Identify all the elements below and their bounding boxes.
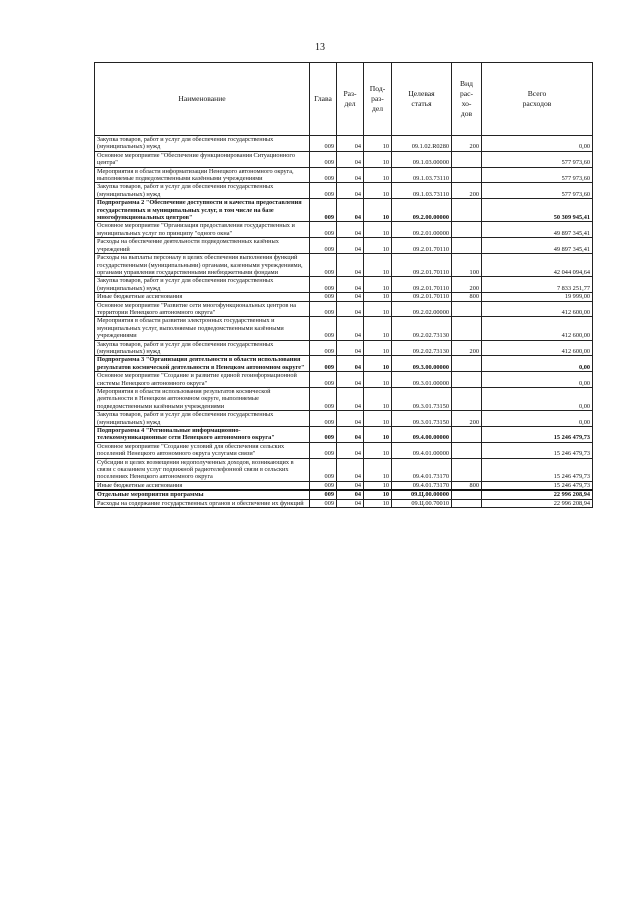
cell-target: 09.Ц.00.70010	[392, 499, 452, 507]
cell-razdel: 04	[337, 499, 364, 507]
table-row	[95, 151, 593, 167]
cell-razdel: 04	[337, 151, 364, 167]
table-row	[95, 372, 593, 388]
table-row	[95, 388, 593, 411]
cell-razdel: 04	[337, 490, 364, 499]
cell-target: 09.2.01.70110	[392, 277, 452, 293]
cell-name: Расходы на содержание государственных органов и обеспечение их функций	[95, 499, 310, 507]
cell-glava: 009	[310, 340, 337, 356]
cell-glava: 009	[310, 222, 337, 238]
cell-name: Закупка товаров, работ и услуг для обеспечения государственных (муниципальных) нужд	[95, 136, 310, 152]
cell-razdel: 04	[337, 238, 364, 254]
cell-vid	[452, 317, 482, 340]
cell-vid	[452, 458, 482, 481]
table-row	[95, 301, 593, 317]
cell-razdel: 04	[337, 167, 364, 183]
cell-razdel: 04	[337, 293, 364, 301]
table-row	[95, 136, 593, 152]
cell-razdel: 04	[337, 254, 364, 277]
cell-glava: 009	[310, 356, 337, 372]
cell-podrazdel: 10	[364, 277, 392, 293]
cell-glava: 009	[310, 442, 337, 458]
cell-glava: 009	[310, 481, 337, 490]
cell-total: 42 044 094,64	[482, 254, 593, 277]
table-row	[95, 254, 593, 277]
cell-glava: 009	[310, 301, 337, 317]
cell-glava: 009	[310, 136, 337, 152]
cell-vid	[452, 222, 482, 238]
cell-razdel: 04	[337, 199, 364, 222]
cell-target: 09.3.01.73150	[392, 411, 452, 427]
cell-total: 49 897 345,41	[482, 238, 593, 254]
table-row	[95, 340, 593, 356]
cell-vid: 200	[452, 183, 482, 199]
cell-name: Иные бюджетные ассигнования	[95, 481, 310, 490]
cell-razdel: 04	[337, 317, 364, 340]
cell-vid: 100	[452, 254, 482, 277]
cell-target: 09.3.01.73150	[392, 388, 452, 411]
cell-vid: 200	[452, 277, 482, 293]
cell-total: 577 973,60	[482, 151, 593, 167]
table-row	[95, 499, 593, 507]
cell-target: 09.2.02.73130	[392, 340, 452, 356]
cell-name: Основное мероприятие "Обеспечение функционирования Ситуационного центра"	[95, 151, 310, 167]
cell-name: Мероприятия в области использования результатов космической деятельности в Ненецком автономном округе, выполняемые подведомственными казёнными учреждениями	[95, 388, 310, 411]
cell-vid: 800	[452, 293, 482, 301]
cell-podrazdel: 10	[364, 136, 392, 152]
cell-vid	[452, 442, 482, 458]
cell-razdel: 04	[337, 222, 364, 238]
cell-razdel: 04	[337, 277, 364, 293]
cell-glava: 009	[310, 388, 337, 411]
cell-podrazdel: 10	[364, 183, 392, 199]
cell-total: 50 309 945,41	[482, 199, 593, 222]
header-razdel: Раз- дел	[337, 63, 364, 136]
table-row	[95, 293, 593, 301]
cell-total: 22 996 208,94	[482, 490, 593, 499]
cell-total: 412 600,00	[482, 317, 593, 340]
cell-podrazdel: 10	[364, 317, 392, 340]
cell-razdel: 04	[337, 301, 364, 317]
cell-target: 09.2.01.70110	[392, 293, 452, 301]
cell-razdel: 04	[337, 183, 364, 199]
cell-total: 15 246 479,73	[482, 458, 593, 481]
cell-target: 09.2.01.70110	[392, 254, 452, 277]
cell-target: 09.1.03.73110	[392, 167, 452, 183]
cell-razdel: 04	[337, 356, 364, 372]
cell-razdel: 04	[337, 340, 364, 356]
cell-podrazdel: 10	[364, 254, 392, 277]
cell-razdel: 04	[337, 372, 364, 388]
cell-name: Мероприятия в области развития электронных государственных и муниципальных услуг, выполняемые подведомственными казёнными учреждениями	[95, 317, 310, 340]
cell-total: 577 973,60	[482, 183, 593, 199]
cell-glava: 009	[310, 183, 337, 199]
cell-target: 09.4.00.00000	[392, 427, 452, 443]
cell-podrazdel: 10	[364, 372, 392, 388]
cell-vid	[452, 372, 482, 388]
cell-glava: 009	[310, 490, 337, 499]
cell-podrazdel: 10	[364, 411, 392, 427]
cell-podrazdel: 10	[364, 167, 392, 183]
cell-podrazdel: 10	[364, 388, 392, 411]
cell-podrazdel: 10	[364, 340, 392, 356]
cell-glava: 009	[310, 372, 337, 388]
cell-total: 22 996 208,94	[482, 499, 593, 507]
cell-razdel: 04	[337, 442, 364, 458]
cell-total: 0,00	[482, 411, 593, 427]
cell-name: Основное мероприятие "Создание и развитие единой геоинформационной системы Ненецкого автономного округа"	[95, 372, 310, 388]
cell-podrazdel: 10	[364, 490, 392, 499]
cell-razdel: 04	[337, 427, 364, 443]
cell-glava: 009	[310, 167, 337, 183]
table-row	[95, 490, 593, 499]
cell-podrazdel: 10	[364, 301, 392, 317]
cell-vid	[452, 238, 482, 254]
cell-target: 09.2.00.00000	[392, 199, 452, 222]
cell-glava: 009	[310, 317, 337, 340]
cell-glava: 009	[310, 199, 337, 222]
table-row	[95, 481, 593, 490]
cell-total: 0,00	[482, 136, 593, 152]
table-row	[95, 458, 593, 481]
cell-total: 15 246 479,73	[482, 442, 593, 458]
table-row	[95, 317, 593, 340]
cell-glava: 009	[310, 293, 337, 301]
cell-glava: 009	[310, 277, 337, 293]
cell-total: 0,00	[482, 388, 593, 411]
cell-podrazdel: 10	[364, 199, 392, 222]
cell-total: 412 600,00	[482, 301, 593, 317]
cell-razdel: 04	[337, 388, 364, 411]
table-row	[95, 167, 593, 183]
cell-name: Подпрограмма 3 "Организация деятельности в области использования результатов космической деятельности в Ненецком автономном округе"	[95, 356, 310, 372]
cell-vid	[452, 167, 482, 183]
table-row	[95, 411, 593, 427]
cell-total: 49 897 345,41	[482, 222, 593, 238]
table-row	[95, 277, 593, 293]
header-glava: Глава	[310, 63, 337, 136]
cell-glava: 009	[310, 458, 337, 481]
table-row	[95, 238, 593, 254]
cell-name: Расходы на выплаты персоналу в целях обеспечения выполнения функций государственными (муниципальными) органами, казенными учреждениями, органами управления государственными внебюджетными фондами	[95, 254, 310, 277]
cell-glava: 009	[310, 151, 337, 167]
cell-podrazdel: 10	[364, 222, 392, 238]
header-podrazdel: Под- раз- дел	[364, 63, 392, 136]
cell-target: 09.1.02.R0280	[392, 136, 452, 152]
cell-name: Подпрограмма 2 "Обеспечение доступности и качества предоставления государственных и муниципальных услуг, в том числе на базе многофункциональных центров"	[95, 199, 310, 222]
cell-vid	[452, 301, 482, 317]
cell-target: 09.2.02.73130	[392, 317, 452, 340]
cell-name: Иные бюджетные ассигнования	[95, 293, 310, 301]
cell-vid: 200	[452, 340, 482, 356]
cell-vid	[452, 427, 482, 443]
cell-name: Субсидии в целях возмещения недополученных доходов, возникающих в связи с оказанием услуг подвижной радиотелефонной связи в сельских поселениях Ненецкого автономного округа	[95, 458, 310, 481]
cell-name: Основное мероприятие "Развитие сети многофункциональных центров на территории Ненецкого автономного округа"	[95, 301, 310, 317]
cell-name: Основное мероприятие "Организация предоставления государственных и муниципальных услуг по принципу "одного окна"	[95, 222, 310, 238]
cell-name: Расходы на обеспечение деятельности подведомственных казённых учреждений	[95, 238, 310, 254]
cell-podrazdel: 10	[364, 427, 392, 443]
cell-vid	[452, 490, 482, 499]
table-row	[95, 222, 593, 238]
cell-name: Закупка товаров, работ и услуг для обеспечения государственных (муниципальных) нужд	[95, 183, 310, 199]
cell-vid	[452, 199, 482, 222]
header-vid: Вид рас- хо- дов	[452, 63, 482, 136]
cell-podrazdel: 10	[364, 356, 392, 372]
cell-total: 0,00	[482, 372, 593, 388]
page-number: 13	[315, 42, 325, 53]
cell-target: 09.4.01.73170	[392, 481, 452, 490]
cell-name: Отдельные мероприятия программы	[95, 490, 310, 499]
cell-target: 09.4.01.00000	[392, 442, 452, 458]
table-row	[95, 427, 593, 443]
cell-total: 412 600,00	[482, 340, 593, 356]
cell-target: 09.2.02.00000	[392, 301, 452, 317]
table-row	[95, 199, 593, 222]
header-total: Всего расходов	[482, 63, 593, 136]
cell-name: Мероприятия в области информатизации Ненецкого автономного округа, выполняемые подведомственными казёнными учреждениями	[95, 167, 310, 183]
header-name: Наименование	[95, 63, 310, 136]
cell-razdel: 04	[337, 458, 364, 481]
cell-name: Закупка товаров, работ и услуг для обеспечения государственных (муниципальных) нужд	[95, 340, 310, 356]
cell-podrazdel: 10	[364, 293, 392, 301]
cell-glava: 009	[310, 411, 337, 427]
cell-razdel: 04	[337, 136, 364, 152]
cell-podrazdel: 10	[364, 238, 392, 254]
cell-total: 7 833 251,77	[482, 277, 593, 293]
cell-vid	[452, 356, 482, 372]
cell-target: 09.1.03.00000	[392, 151, 452, 167]
cell-podrazdel: 10	[364, 458, 392, 481]
cell-podrazdel: 10	[364, 481, 392, 490]
cell-target: 09.1.03.73110	[392, 183, 452, 199]
cell-razdel: 04	[337, 411, 364, 427]
cell-glava: 009	[310, 238, 337, 254]
cell-vid: 800	[452, 481, 482, 490]
cell-vid: 200	[452, 411, 482, 427]
table-header-row	[95, 63, 593, 136]
cell-podrazdel: 10	[364, 499, 392, 507]
cell-target: 09.3.00.00000	[392, 356, 452, 372]
cell-glava: 009	[310, 254, 337, 277]
cell-total: 15 246 479,73	[482, 427, 593, 443]
cell-podrazdel: 10	[364, 442, 392, 458]
cell-razdel: 04	[337, 481, 364, 490]
table-row	[95, 183, 593, 199]
cell-vid	[452, 499, 482, 507]
cell-total: 15 246 479,73	[482, 481, 593, 490]
cell-name: Закупка товаров, работ и услуг для обеспечения государственных (муниципальных) нужд	[95, 411, 310, 427]
cell-name: Подпрограмма 4 "Региональные информационно-телекоммуникационные сети Ненецкого автономного округа"	[95, 427, 310, 443]
cell-vid	[452, 151, 482, 167]
cell-total: 0,00	[482, 356, 593, 372]
cell-target: 09.3.01.00000	[392, 372, 452, 388]
cell-total: 577 973,60	[482, 167, 593, 183]
cell-target: 09.2.01.00000	[392, 222, 452, 238]
cell-target: 09.Ц.00.00000	[392, 490, 452, 499]
cell-glava: 009	[310, 427, 337, 443]
header-target: Целевая статья	[392, 63, 452, 136]
cell-target: 09.4.01.73170	[392, 458, 452, 481]
cell-podrazdel: 10	[364, 151, 392, 167]
cell-name: Основное мероприятие "Создание условий для обеспечения сельских поселений Ненецкого автономного округа услугами связи"	[95, 442, 310, 458]
budget-table	[94, 62, 593, 508]
cell-vid	[452, 388, 482, 411]
cell-name: Закупка товаров, работ и услуг для обеспечения государственных (муниципальных) нужд	[95, 277, 310, 293]
cell-glava: 009	[310, 499, 337, 507]
table-row	[95, 442, 593, 458]
cell-vid: 200	[452, 136, 482, 152]
table-row	[95, 356, 593, 372]
cell-total: 19 999,00	[482, 293, 593, 301]
cell-target: 09.2.01.70110	[392, 238, 452, 254]
